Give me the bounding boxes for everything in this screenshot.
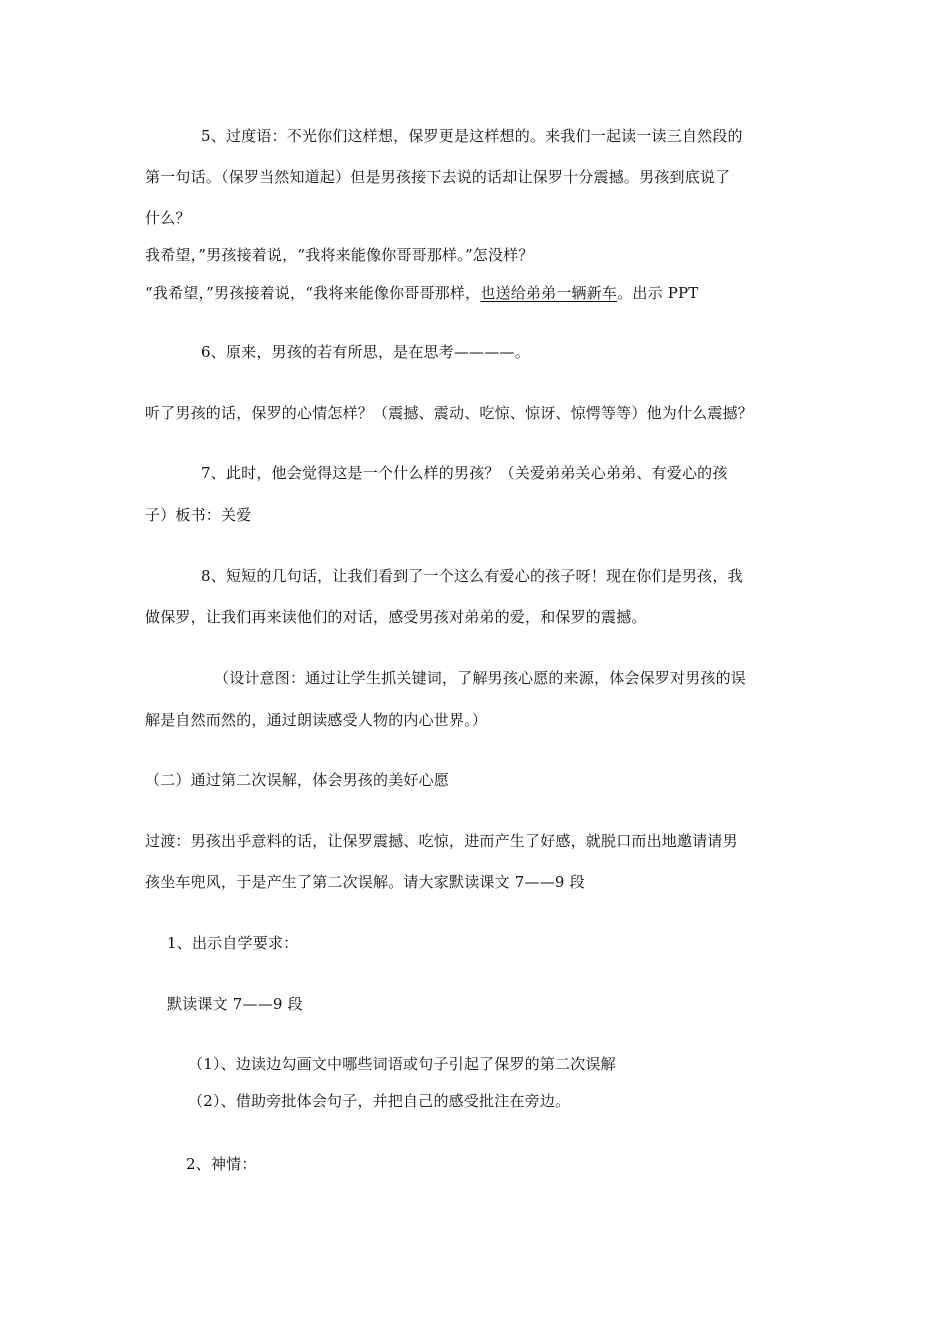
- design-intent-line2: 解是自然而然的，通过朗读感受人物的内心世界。）: [145, 711, 488, 729]
- reading-requirement: 默读课文 7——9 段: [167, 995, 303, 1013]
- requirement-2: （2）、借助旁批体会句子，并把自己的感受批注在旁边。: [188, 1092, 571, 1110]
- section-2-title: （二）通过第二次误解，体会男孩的美好心愿: [145, 771, 450, 789]
- requirement-1: （1）、边读边勾画文中哪些词语或句子引起了保罗的第二次误解: [188, 1055, 616, 1073]
- quote-line-2-before: “我希望，”男孩接着说，“我将来能像你哥哥那样，: [145, 284, 481, 302]
- question-mood: 听了男孩的话，保罗的心情怎样？（震撼、震动、吃惊、惊讶、惊愕等等）他为什么震撼？: [145, 404, 754, 422]
- paragraph-5-line1: 5、过度语：不光你们这样想，保罗更是这样想的。来我们一起读一读三自然段的: [201, 127, 743, 145]
- quote-line-2: [145, 283, 698, 303]
- quote-line-2-after: 。出示 PPT: [617, 284, 699, 302]
- paragraph-5-line3: 什么？: [145, 209, 191, 227]
- paragraph-6: 6、原来，男孩的若有所思，是在思考————。: [201, 343, 530, 361]
- design-intent-line1: （设计意图：通过让学生抓关键词，了解男孩心愿的来源，体会保罗对男孩的误: [214, 669, 747, 687]
- paragraph-7-line1: 7、此时，他会觉得这是一个什么样的男孩？（关爱弟弟关心弟弟、有爱心的孩: [201, 464, 728, 482]
- item-2: 2、神情：: [186, 1155, 257, 1173]
- paragraph-8-line2: 做保罗，让我们再来读他们的对话，感受男孩对弟弟的爱，和保罗的震撼。: [145, 608, 647, 626]
- paragraph-8-line1: 8、短短的几句话，让我们看到了一个这么有爱心的孩子呀！现在你们是男孩，我: [201, 567, 743, 585]
- transition-line2: 孩坐车兜风，于是产生了第二次误解。请大家默读课文 7——9 段: [145, 873, 585, 891]
- quote-line-1: 我希望，”男孩接着说，“我将来能像你哥哥那样。”怎没样？: [145, 246, 534, 264]
- item-1: 1、出示自学要求：: [167, 934, 299, 952]
- quote-line-2-underlined: 也送给弟弟一辆新车: [480, 284, 618, 302]
- transition-line1: 过渡：男孩出乎意料的话，让保罗震撼、吃惊，进而产生了好感，就脱口而出地邀请请男: [145, 832, 738, 850]
- paragraph-7-line2: 子）板书：关爱: [145, 506, 252, 524]
- paragraph-5-line2: 第一句话。（保罗当然知道起）但是男孩接下去说的话却让保罗十分震撼。男孩到底说了: [145, 168, 731, 186]
